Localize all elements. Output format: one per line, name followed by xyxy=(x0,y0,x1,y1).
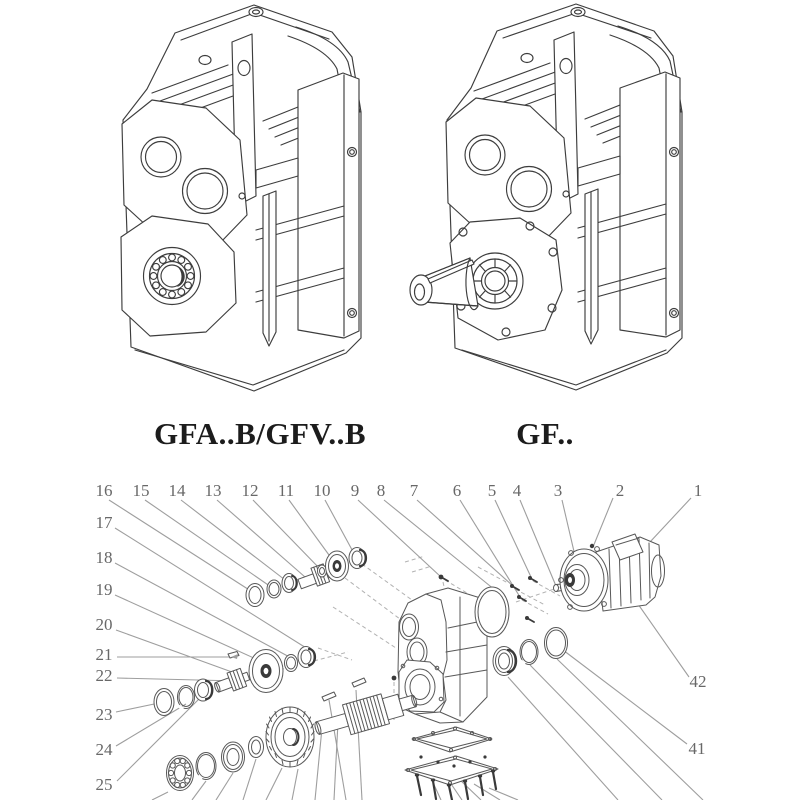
callout-3: 3 xyxy=(553,480,563,500)
callout-14: 14 xyxy=(168,480,186,500)
callout-25: 25 xyxy=(95,774,113,794)
leader-line-7 xyxy=(417,500,513,586)
leader-line-15 xyxy=(145,500,274,589)
model-label-gf: GF.. xyxy=(516,416,574,451)
callout-5: 5 xyxy=(487,480,497,500)
callout-12: 12 xyxy=(241,480,259,500)
leader-line-1 xyxy=(650,498,691,542)
leader-line-9 xyxy=(358,500,441,577)
cutoff-leader-line xyxy=(489,788,518,800)
cutoff-leader-line xyxy=(459,779,481,800)
cutoff-leader-line xyxy=(216,773,233,800)
callout-9: 9 xyxy=(350,480,360,500)
output-shaft-parts xyxy=(154,678,420,791)
cutoff-leader-line xyxy=(557,659,703,800)
callout-2: 2 xyxy=(615,480,625,500)
callout-7: 7 xyxy=(409,480,419,500)
callout-17: 17 xyxy=(95,512,113,532)
gearbox-drawing-gf xyxy=(410,4,682,390)
callout-21: 21 xyxy=(95,644,113,664)
leader-line-14 xyxy=(181,500,289,583)
cutoff-leader-line xyxy=(243,759,256,800)
cutoff-leader-line xyxy=(315,728,322,800)
callout-15: 15 xyxy=(132,480,150,500)
leader-line-41 xyxy=(559,647,687,744)
leader-line-12 xyxy=(253,500,322,571)
callout-19: 19 xyxy=(95,579,113,599)
cutoff-leader-line xyxy=(530,665,662,800)
intermediate-shaft-parts xyxy=(212,647,315,697)
axis-dashed-line xyxy=(333,607,396,648)
callout-6: 6 xyxy=(452,480,462,500)
callout-24: 24 xyxy=(95,739,113,759)
cutoff-leader-line xyxy=(192,781,206,800)
callout-42: 42 xyxy=(689,671,707,691)
intermediate-pinion-shaft xyxy=(212,667,252,697)
input-shaft-parts xyxy=(246,548,366,607)
callout-1: 1 xyxy=(693,480,703,500)
axis-dashed-line xyxy=(362,564,412,600)
callout-22: 22 xyxy=(95,665,113,685)
cutoff-leader-line xyxy=(152,792,168,800)
oil-pan-gaskets xyxy=(405,727,498,800)
gearbox-drawing-gfab xyxy=(121,5,361,391)
leader-line-19 xyxy=(115,595,267,664)
callout-11: 11 xyxy=(277,480,295,500)
callout-23: 23 xyxy=(95,704,113,724)
motor xyxy=(559,534,665,611)
callout-20: 20 xyxy=(95,614,113,634)
callout-41: 41 xyxy=(688,738,706,758)
model-label-gfab: GFA..B/GFV..B xyxy=(153,416,367,451)
leader-line-20 xyxy=(116,630,243,676)
output-bearing-ring-parts xyxy=(493,628,568,676)
axis-dashed-line xyxy=(522,600,548,614)
callout-10: 10 xyxy=(313,480,331,500)
axis-dashed-line xyxy=(412,566,432,572)
leader-line-4 xyxy=(520,500,556,586)
leader-line-18 xyxy=(115,563,295,660)
callout-13: 13 xyxy=(204,480,222,500)
cutoff-leader-line xyxy=(266,768,282,800)
callout-4: 4 xyxy=(512,480,522,500)
callout-18: 18 xyxy=(95,547,113,567)
axis-dashed-line xyxy=(345,578,404,622)
leader-line-6 xyxy=(460,500,520,597)
leader-line-2 xyxy=(593,498,613,547)
cutoff-leader-line xyxy=(292,769,298,800)
callout-16: 16 xyxy=(95,480,113,500)
leader-line-23 xyxy=(116,703,159,712)
exploded-view xyxy=(154,534,665,800)
callout-8: 8 xyxy=(376,480,386,500)
